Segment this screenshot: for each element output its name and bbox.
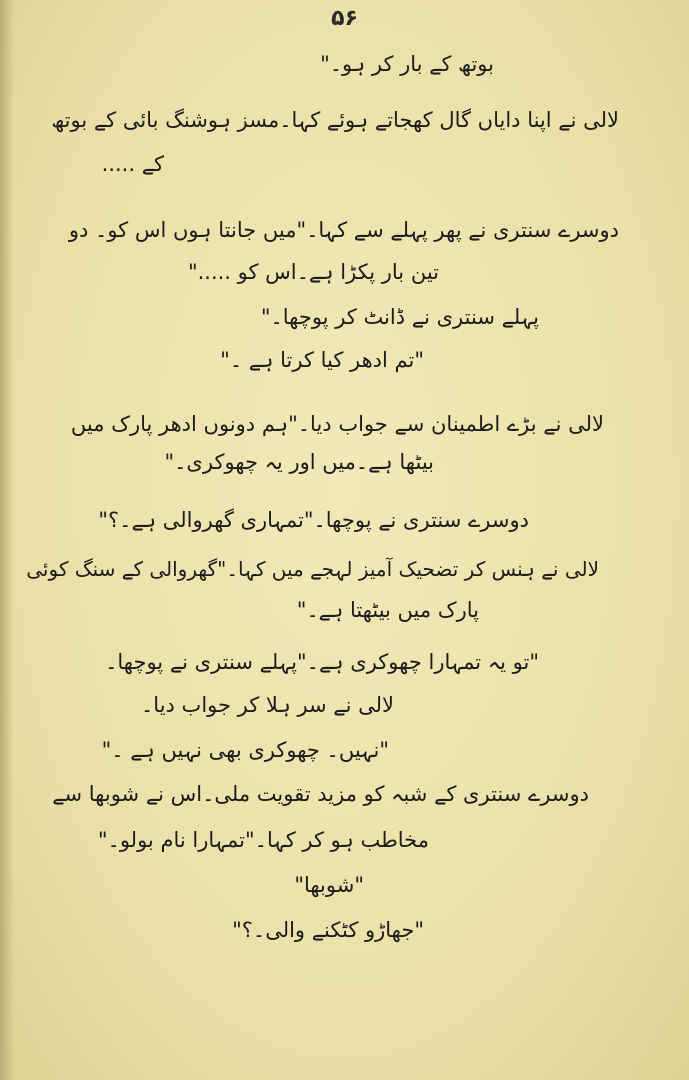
text-line-14: لالی نے سر ہلا کر جواب دیا۔ <box>140 693 394 717</box>
text-line-12: پارک میں بیٹھتا ہے۔" <box>296 598 479 622</box>
text-line-5: تین بار پکڑا ہے۔اس کو ....." <box>187 260 439 284</box>
text-line-9: بیٹھا ہے۔میں اور یہ چھوکری۔" <box>164 450 434 474</box>
text-line-4: دوسرے سنتری نے پھر پہلے سے کہا۔"میں جانتا ہوں اس کو۔ دو <box>68 218 619 242</box>
text-line-17: مخاطب ہو کر کہا۔"تمہارا نام بولو۔" <box>97 828 429 852</box>
text-line-10: دوسرے سنتری نے پوچھا۔"تمہاری گھروالی ہے۔؟" <box>98 508 529 532</box>
text-line-8: لالی نے بڑے اطمینان سے جواب دیا۔"ہم دونوں ادھر پارک میں <box>70 412 604 436</box>
text-line-2: لالی نے اپنا دایاں گال کھجاتے ہوئے کہا۔مسز ہوشنگ بائی کے بوتھ <box>51 108 619 132</box>
text-line-11: لالی نے ہنس کر تضحیک آمیز لہجے میں کہا۔"گھروالی کے سنگ کوئی <box>26 557 599 581</box>
page-edge-shadow <box>0 0 14 1080</box>
text-line-18: "شوبھا" <box>294 873 364 897</box>
text-line-13: "تو یہ تمہارا چھوکری ہے۔"پہلے سنتری نے پوچھا۔ <box>105 650 539 674</box>
text-line-1: بوتھ کے بار کر ہو۔" <box>320 52 494 76</box>
text-line-7: "تم ادھر کیا کرتا ہے ۔" <box>220 348 424 372</box>
text-line-6: پہلے سنتری نے ڈانٹ کر پوچھا۔" <box>260 305 539 329</box>
text-line-16: دوسرے سنتری کے شبہ کو مزید تقویت ملی۔اس نے شوبھا سے <box>52 782 589 806</box>
page-number: ۵۶ <box>331 6 358 31</box>
text-line-15: "نہیں۔ چھوکری بھی نہیں ہے ۔" <box>101 738 389 762</box>
text-line-3: کے ..... <box>101 152 164 176</box>
text-line-19: "جھاڑو کٹکنے والی۔؟" <box>232 918 424 942</box>
